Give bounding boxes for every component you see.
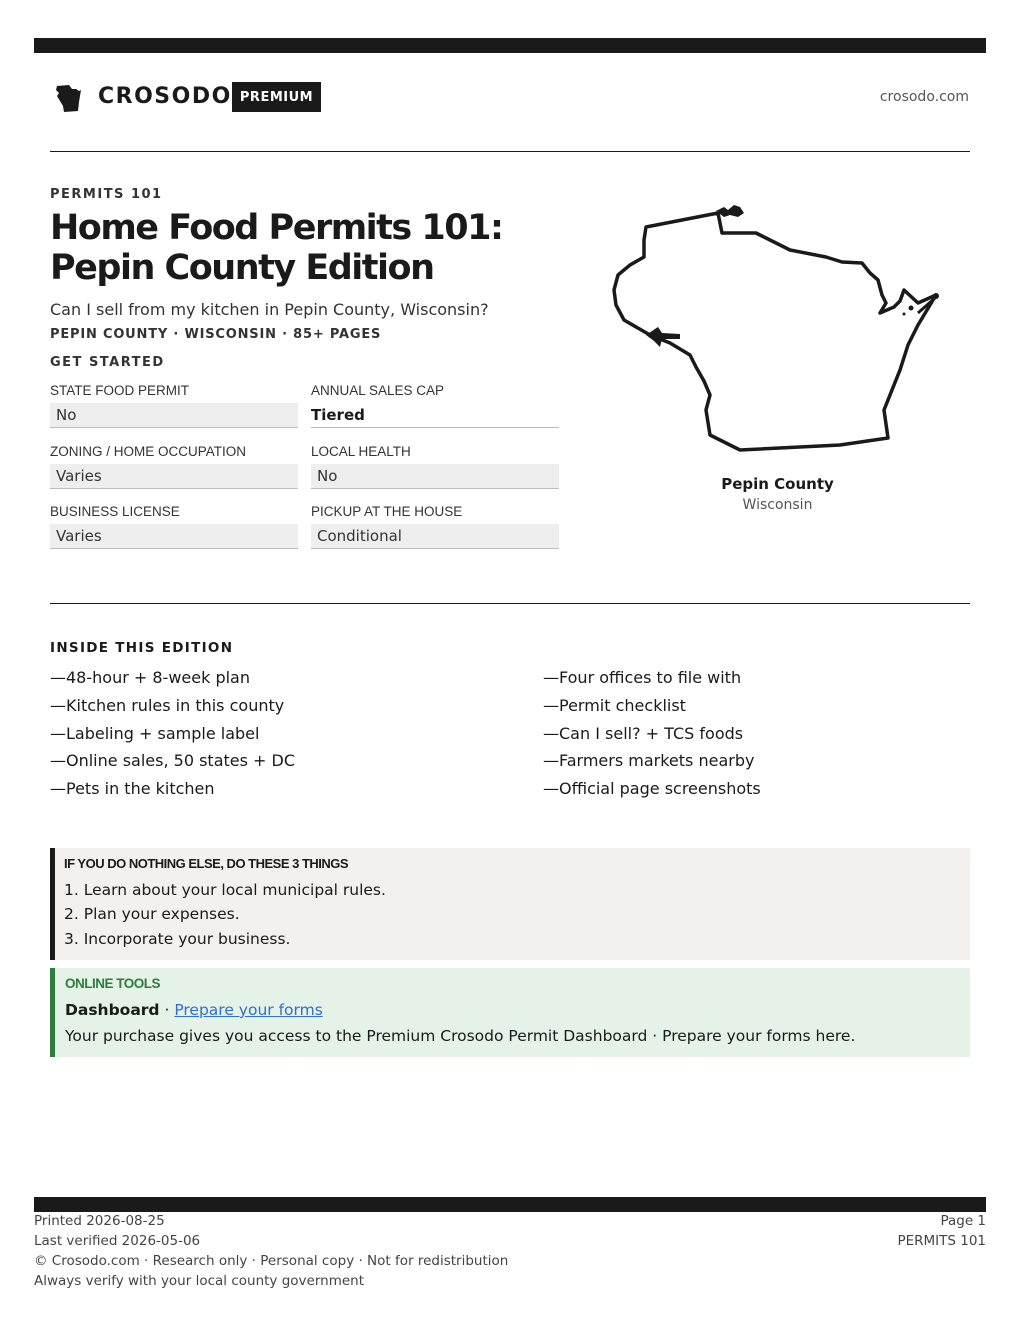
- map-county-name: Pepin County: [721, 475, 834, 493]
- fact-value: No: [311, 464, 559, 489]
- edition-meta: PEPIN COUNTY · WISCONSIN · 85+ PAGES: [50, 327, 382, 342]
- fact-value: Tiered: [311, 403, 559, 428]
- printed-date: Printed 2026-08-25: [34, 1213, 165, 1229]
- fact-annual-sales-cap: [311, 383, 559, 428]
- toc-item[interactable]: —Kitchen rules in this county: [50, 696, 285, 715]
- brand-name[interactable]: CROSODO: [98, 84, 232, 109]
- section-kicker: PERMITS 101: [50, 187, 163, 202]
- tools-accent-bar: [50, 968, 55, 1057]
- callout-heading: IF YOU DO NOTHING ELSE, DO THESE 3 THINGS: [64, 856, 349, 871]
- callout-item: 3. Incorporate your business.: [64, 930, 291, 948]
- callout-item: 2. Plan your expenses.: [64, 905, 240, 923]
- fact-label: BUSINESS LICENSE: [50, 504, 180, 519]
- state-outline: [614, 213, 936, 450]
- page-title: Home Food Permits 101: Pepin County Edition: [50, 208, 503, 288]
- top-rule-bar: [34, 38, 986, 53]
- toc-item[interactable]: —Online sales, 50 states + DC: [50, 751, 296, 770]
- fact-value: Varies: [50, 464, 298, 489]
- dashboard-label: Dashboard: [65, 1001, 160, 1019]
- fact-label: ANNUAL SALES CAP: [311, 383, 445, 398]
- page-number: Page 1: [940, 1213, 986, 1229]
- toc-item[interactable]: —Permit checklist: [543, 696, 686, 715]
- tools-links-line: [65, 1001, 323, 1019]
- fact-business-license: [50, 504, 298, 549]
- footer-section: PERMITS 101: [897, 1233, 986, 1249]
- tools-separator: ·: [159, 1001, 175, 1019]
- fact-state-food-permit: [50, 383, 298, 428]
- island-dot: [903, 313, 906, 316]
- fact-zoning: [50, 444, 298, 489]
- fact-label: STATE FOOD PERMIT: [50, 383, 190, 398]
- fact-pickup: [311, 504, 559, 549]
- fact-value: No: [50, 403, 298, 428]
- header-divider: [50, 151, 970, 152]
- callout-item: 1. Learn about your local municipal rules.: [64, 881, 386, 899]
- fact-label: LOCAL HEALTH: [311, 444, 411, 459]
- fact-value: Conditional: [311, 524, 559, 549]
- copyright-notice: © Crosodo.com · Research only · Personal copy · Not for redistribution: [34, 1253, 509, 1269]
- footer-rule-bar: [34, 1197, 986, 1212]
- toc-item[interactable]: —Four offices to file with: [543, 668, 742, 687]
- island-dot: [933, 293, 939, 299]
- fact-label: ZONING / HOME OCCUPATION: [50, 444, 247, 459]
- verified-date: Last verified 2026-05-06: [34, 1233, 201, 1249]
- site-url[interactable]: crosodo.com: [879, 89, 969, 105]
- callout-accent-bar: [50, 848, 55, 960]
- do-these-callout: [50, 848, 970, 960]
- wisconsin-map: [600, 195, 950, 460]
- island-dot: [909, 306, 914, 311]
- section-divider: [50, 603, 970, 604]
- inside-heading: INSIDE THIS EDITION: [50, 640, 234, 656]
- toc-item[interactable]: —48-hour + 8-week plan: [50, 668, 250, 687]
- toc-item[interactable]: —Can I sell? + TCS foods: [543, 724, 744, 743]
- toc-item[interactable]: —Official page screenshots: [543, 779, 761, 798]
- toc-item[interactable]: —Labeling + sample label: [50, 724, 260, 743]
- wisconsin-logo-icon: [54, 82, 86, 114]
- page-subtitle: Can I sell from my kitchen in Pepin County, Wisconsin?: [50, 300, 489, 319]
- premium-badge: PREMIUM: [232, 82, 321, 112]
- tools-heading: ONLINE TOOLS: [65, 976, 161, 991]
- fact-value: Varies: [50, 524, 298, 549]
- prepare-forms-link[interactable]: Prepare your forms: [174, 1001, 323, 1019]
- verify-disclaimer: Always verify with your local county government: [34, 1273, 364, 1289]
- map-state-name: Wisconsin: [742, 497, 813, 513]
- online-tools-box: [50, 968, 970, 1057]
- fact-local-health: [311, 444, 559, 489]
- toc-item[interactable]: —Farmers markets nearby: [543, 751, 755, 770]
- toc-item[interactable]: —Pets in the kitchen: [50, 779, 215, 798]
- tools-description: Your purchase gives you access to the Premium Crosodo Permit Dashboard · Prepare your forms here.: [65, 1027, 856, 1045]
- fact-label: PICKUP AT THE HOUSE: [311, 504, 463, 519]
- get-started-heading: GET STARTED: [50, 355, 165, 370]
